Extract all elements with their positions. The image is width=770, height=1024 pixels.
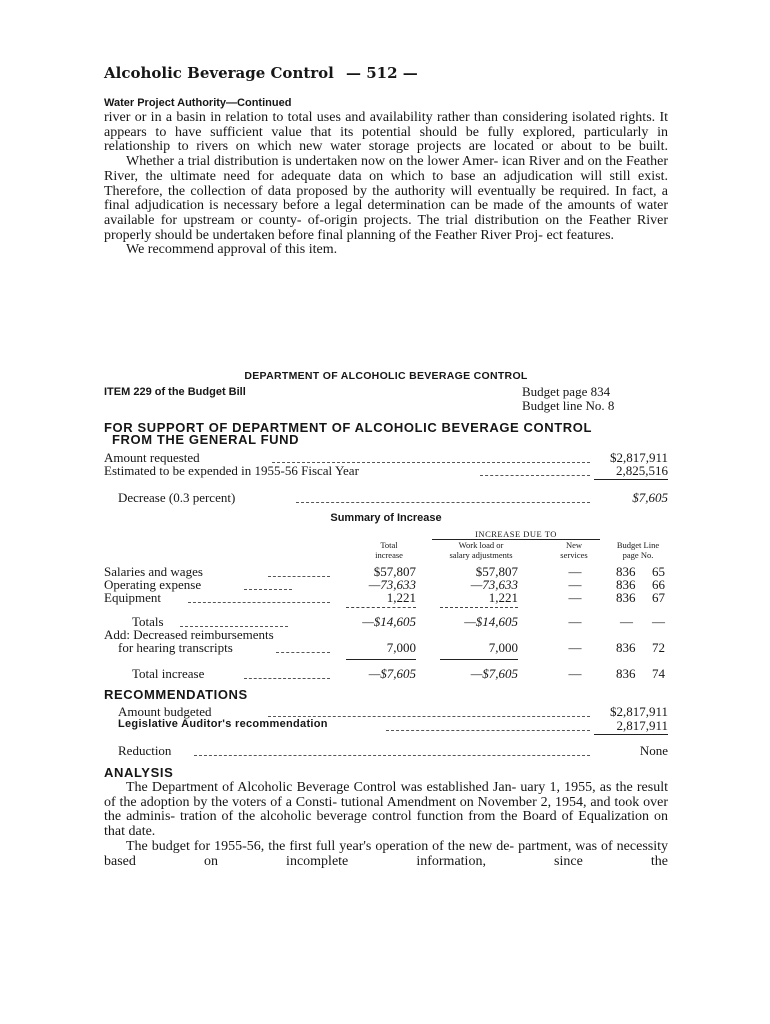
text-line: The Department of Alcoholic Beverage Control was established Jan- (126, 780, 517, 795)
row-new: — (568, 614, 582, 629)
sum-rule (346, 607, 416, 608)
col-header-line: New (565, 540, 583, 550)
item-line-text: ITEM 229 of the Budget Bill (104, 386, 246, 398)
row-total: 7,000 (386, 640, 416, 655)
row-line: 65 (652, 564, 665, 579)
text-line: ican River and on the Feather River, the ultimate need for adequate (104, 154, 669, 184)
col-header-line: page No. (622, 549, 654, 560)
reduction-value: None (639, 743, 668, 758)
amount-budgeted-label: Amount budgeted (118, 704, 212, 719)
row-workload: —$14,605 (464, 614, 518, 629)
text-line: of-origin projects. The trial distribution on the Feather River properly (104, 212, 669, 243)
leader-dots (194, 755, 590, 756)
text-line: data on which to base an adjudication will still exist. Therefore, the (104, 168, 668, 199)
row-line: 74 (652, 666, 665, 681)
recommendations-heading: RECOMMENDATIONS (104, 687, 248, 702)
row-page: 836 (616, 564, 636, 579)
row-workload: 1,221 (488, 590, 518, 605)
row-page: 836 (616, 640, 636, 655)
amount-budgeted-value: $2,817,911 (609, 704, 668, 719)
sum-rule (440, 607, 518, 608)
row-label: Salaries and wages (104, 564, 203, 579)
col-header-line: Work load or (458, 540, 504, 550)
text-line: considering isolated rights. It appears to have sufficient value that its (104, 110, 668, 140)
row-workload: —73,633 (470, 577, 518, 592)
row-new: — (568, 640, 582, 655)
sum-rule (594, 734, 668, 735)
sum-rule (440, 659, 518, 660)
text-line: can be made of the amounts of water available for upstream or county- (104, 198, 668, 228)
reduction-label: Reduction (118, 743, 172, 758)
col-new-header (548, 541, 600, 560)
summary-title: Summary of Increase (330, 512, 442, 524)
leader-dots (268, 716, 590, 717)
text-line: ect features. (546, 227, 615, 243)
leader-dots (268, 576, 330, 577)
row-total: —$7,605 (368, 666, 416, 681)
running-header-title: Alcoholic Beverage Control (104, 64, 334, 82)
item-line (104, 386, 246, 398)
row-line: — (652, 614, 665, 629)
text-line: river or in a basin in relation to total uses and availability rather than (104, 110, 499, 125)
support-heading-line-2: FROM THE GENERAL FUND (112, 432, 300, 447)
sum-rule (594, 479, 668, 480)
text-line: The budget for 1955-56, the first full year's operation of the new de- (126, 838, 515, 854)
text-line: uary 1, 1955, as the result of the adoption by the voters of a Consti- (104, 780, 668, 810)
auditor-recommendation-value: 2,817,911 (616, 718, 668, 733)
department-heading: DEPARTMENT OF ALCOHOLIC BEVERAGE CONTROL (244, 370, 528, 382)
text-line: Equalization on that date. (104, 809, 668, 840)
running-header-page-number: — 512 — (346, 64, 418, 82)
col-budget-header (606, 541, 670, 560)
budget-page: Budget page 834 (522, 384, 611, 399)
amount-requested-label: Amount requested (104, 450, 200, 465)
row-new: — (568, 577, 582, 592)
analysis-paragraph-1 (104, 781, 668, 840)
row-new: — (568, 590, 582, 605)
analysis-text-block (104, 781, 668, 869)
row-workload: $57,807 (475, 564, 518, 579)
text-line: tutional Amendment on November 2, 1954, and took over the adminis- (104, 794, 669, 825)
col-header-line: salary adjustments (449, 549, 513, 560)
text-line: potential should be fully explored, particularly in relationship to rivers (104, 124, 668, 155)
row-label: Add: Decreased reimbursements (104, 627, 274, 642)
auditor-recommendation-label: Legislative Auditor's recommendation (118, 718, 328, 730)
text-line: In fact, a final adjudication is necessary before a legal determination (104, 183, 669, 214)
estimated-label: Estimated to be expended in 1955-56 Fiscal Year (104, 463, 359, 478)
row-total: —73,633 (368, 577, 416, 592)
budget-line: Budget line No. 8 (522, 398, 615, 413)
intro-paragraph-2 (104, 155, 668, 243)
row-page: 836 (616, 666, 636, 681)
col-header-line: Budget Line (616, 540, 660, 550)
leader-dots (244, 589, 292, 590)
row-page: 836 (616, 577, 636, 592)
leader-dots (244, 678, 330, 679)
row-total: —$14,605 (362, 614, 416, 629)
row-total: 1,221 (386, 590, 416, 605)
col-workload-header (430, 541, 532, 560)
decrease-label: Decrease (0.3 percent) (118, 490, 236, 505)
col-header-line: services (560, 549, 588, 560)
text-line: on which new water storage projects are located or about to be built. (235, 139, 669, 155)
estimated-value: 2,825,516 (616, 463, 668, 478)
support-heading-line-1: FOR SUPPORT OF DEPARTMENT OF ALCOHOLIC BEVERAGE CONTROL (104, 420, 592, 435)
row-line: 67 (652, 590, 665, 605)
row-workload: 7,000 (488, 640, 518, 655)
intro-paragraph-1 (104, 111, 668, 155)
leader-dots (296, 502, 590, 503)
col-header-line: Total (380, 540, 398, 550)
text-line: Whether a trial distribution is undertaken now on the lower Amer- (126, 154, 499, 170)
col-header-line: increase (375, 549, 403, 560)
row-workload: —$7,605 (470, 666, 518, 681)
amount-requested-value: $2,817,911 (609, 450, 668, 465)
row-label: Operating expense (104, 577, 202, 592)
row-line: 72 (652, 640, 665, 655)
leader-dots (386, 730, 590, 731)
text-line: should be undertaken before final planning of the Feather River Proj- (154, 227, 543, 243)
analysis-heading: ANALYSIS (104, 765, 174, 780)
text-line: partment, was of necessity based on incomplete information, since the (104, 838, 669, 869)
row-total: $57,807 (373, 564, 416, 579)
row-label: Totals (132, 614, 164, 629)
decrease-value: $7,605 (632, 490, 668, 505)
row-page: — (620, 614, 633, 629)
intro-paragraph-3 (104, 243, 668, 258)
leader-dots (188, 602, 330, 603)
analysis-paragraph-2 (104, 840, 668, 869)
row-line: 66 (652, 577, 665, 592)
row-new: — (568, 564, 582, 579)
intro-text-block (104, 111, 668, 258)
leader-dots (480, 475, 590, 476)
sum-rule (346, 659, 416, 660)
row-new: — (568, 666, 582, 681)
row-label: Total increase (132, 666, 205, 681)
summary-group-header: INCREASE DUE TO (475, 529, 557, 539)
row-label: Equipment (104, 590, 162, 605)
text-line: collection of data proposed by the authority will eventually be required. (190, 183, 610, 199)
row-label: for hearing transcripts (118, 640, 233, 655)
continued-heading: Water Project Authority—Continued (104, 97, 292, 109)
text-line: We recommend approval of this item. (126, 242, 338, 258)
leader-dots (276, 652, 330, 653)
col-total-header (356, 541, 422, 560)
row-page: 836 (616, 590, 636, 605)
text-line: tration of the alcoholic beverage control function from the Board of (180, 809, 574, 825)
